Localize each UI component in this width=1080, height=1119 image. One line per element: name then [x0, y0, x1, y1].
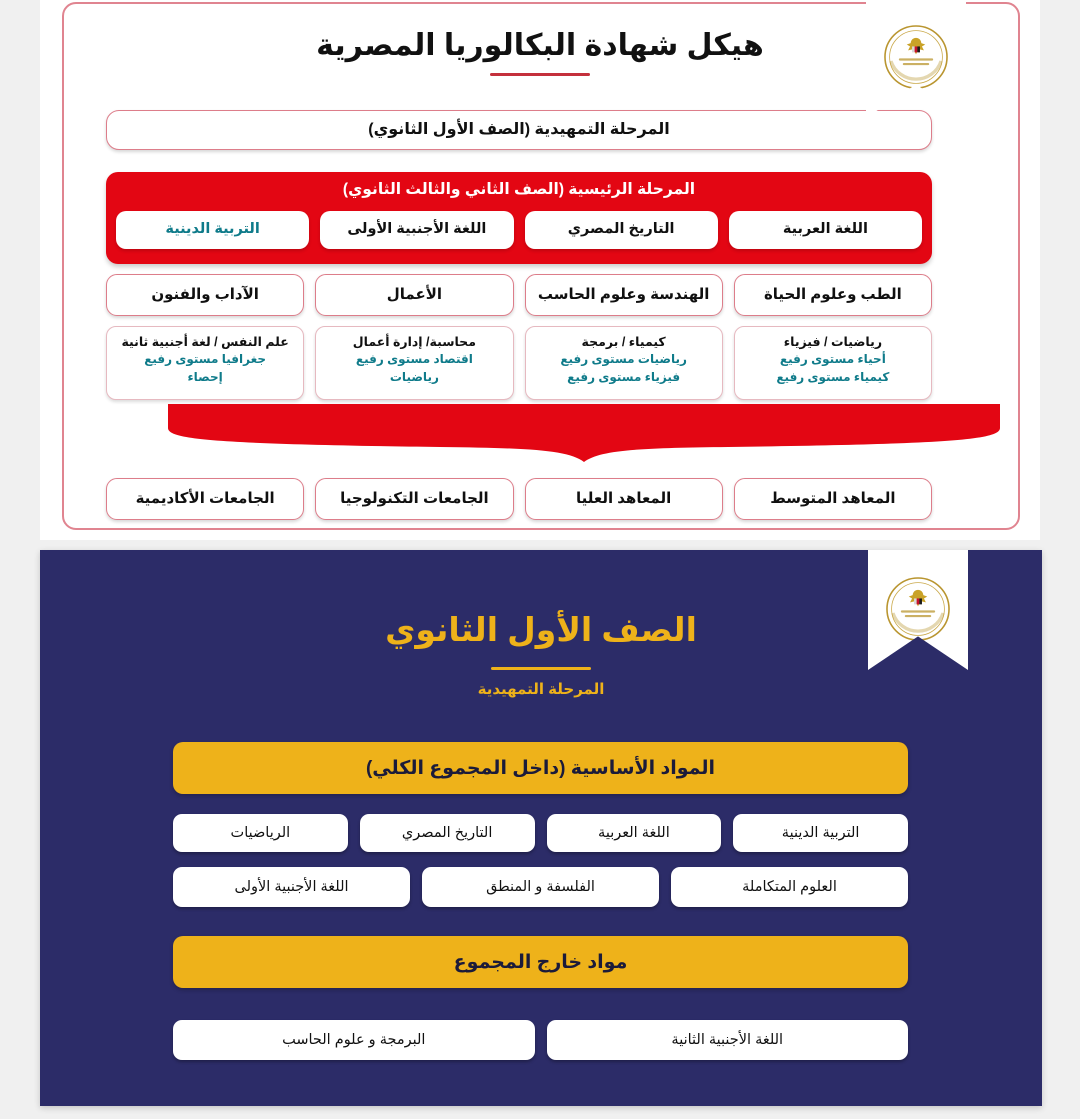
track-detail-sub-subject: أحياء مستوى رفيع	[779, 352, 886, 367]
subject-integrated-science[interactable]: العلوم المتكاملة	[671, 867, 908, 907]
outcome-technological-universities[interactable]: الجامعات التكنولوجيا	[315, 478, 513, 520]
outcome-academic-universities[interactable]: الجامعات الأكاديمية	[106, 478, 304, 520]
core-subjects-header[interactable]: المواد الأساسية (داخل المجموع الكلي)	[173, 742, 908, 794]
track-detail-main-subject: علم النفس / لغة أجنبية ثانية	[121, 335, 289, 349]
core-subjects-row	[116, 211, 922, 249]
track-header-arts-humanities[interactable]: الآداب والفنون	[106, 274, 304, 316]
track-detail-arts-humanities[interactable]	[106, 326, 304, 400]
prep-stage-banner[interactable]: المرحلة التمهيدية (الصف الأول الثانوي)	[106, 110, 932, 150]
title-divider	[490, 73, 590, 76]
outcome-intermediate-institutes[interactable]: المعاهد المتوسط	[734, 478, 932, 520]
subject-egyptian-history[interactable]: التاريخ المصري	[360, 814, 535, 852]
track-headers-row	[106, 274, 932, 316]
track-detail-sub-subject: اقتصاد مستوى رفيع	[355, 352, 473, 367]
track-detail-sub-subject: فيزياء مستوى رفيع	[567, 369, 681, 384]
core-subject-egyptian-history[interactable]: التاريخ المصري	[525, 211, 718, 249]
extra-subjects-row	[173, 1020, 908, 1060]
funnel-arrow-icon	[168, 404, 1000, 466]
track-detail-sub-subject: رياضيات	[389, 369, 439, 384]
subject-second-foreign-language[interactable]: اللغة الأجنبية الثانية	[547, 1020, 909, 1060]
track-detail-sub-subject: كيمياء مستوى رفيع	[776, 369, 890, 384]
track-header-engineering-computer-science[interactable]: الهندسة وعلوم الحاسب	[525, 274, 723, 316]
ministry-of-education-emblem-icon	[883, 24, 949, 90]
subject-philosophy-and-logic[interactable]: الفلسفة و المنطق	[422, 867, 659, 907]
core-subject-first-foreign-language[interactable]: اللغة الأجنبية الأولى	[320, 211, 513, 249]
grade-subtitle: المرحلة التمهيدية	[477, 681, 605, 698]
main-stage-block	[106, 172, 932, 264]
outcome-higher-institutes[interactable]: المعاهد العليا	[525, 478, 723, 520]
track-detail-main-subject: محاسبة/ إدارة أعمال	[352, 335, 476, 349]
core-subject-religious-education[interactable]: التربية الدينية	[116, 211, 309, 249]
track-detail-sub-subject: إحصاء	[187, 369, 223, 384]
track-detail-sub-subject: رياضيات مستوى رفيع	[560, 352, 687, 367]
extra-subjects-header[interactable]: مواد خارج المجموع	[173, 936, 908, 988]
track-header-medicine-life-sciences[interactable]: الطب وعلوم الحياة	[734, 274, 932, 316]
core-subject-arabic[interactable]: اللغة العربية	[729, 211, 922, 249]
subject-first-foreign-language[interactable]: اللغة الأجنبية الأولى	[173, 867, 410, 907]
track-header-business[interactable]: الأعمال	[315, 274, 513, 316]
ministry-of-education-emblem-icon	[885, 576, 951, 642]
track-detail-medicine-life-sciences[interactable]	[734, 326, 932, 400]
subject-arabic-language[interactable]: اللغة العربية	[547, 814, 722, 852]
track-details-row	[106, 326, 932, 400]
grade-title: الصف الأول الثانوي	[385, 611, 697, 648]
subject-religious-education[interactable]: التربية الدينية	[733, 814, 908, 852]
track-detail-sub-subject: جغرافيا مستوى رفيع	[144, 352, 267, 367]
core-subjects-row-1	[173, 814, 908, 852]
outcomes-row	[106, 478, 932, 520]
core-subjects-row-2	[173, 867, 908, 907]
subject-mathematics[interactable]: الرياضيات	[173, 814, 348, 852]
grade-title-divider	[491, 667, 591, 670]
page-title: هيكل شهادة البكالوريا المصرية	[316, 29, 764, 62]
track-detail-engineering-computer-science[interactable]	[525, 326, 723, 400]
track-detail-business[interactable]	[315, 326, 513, 400]
main-stage-label: المرحلة الرئيسية (الصف الثاني والثالث الثانوي)	[342, 181, 696, 198]
track-detail-main-subject: رياضيات / فيزياء	[783, 335, 883, 349]
subject-programming-and-computer-science[interactable]: البرمجة و علوم الحاسب	[173, 1020, 535, 1060]
track-detail-main-subject: كيمياء / برمجة	[581, 335, 666, 349]
